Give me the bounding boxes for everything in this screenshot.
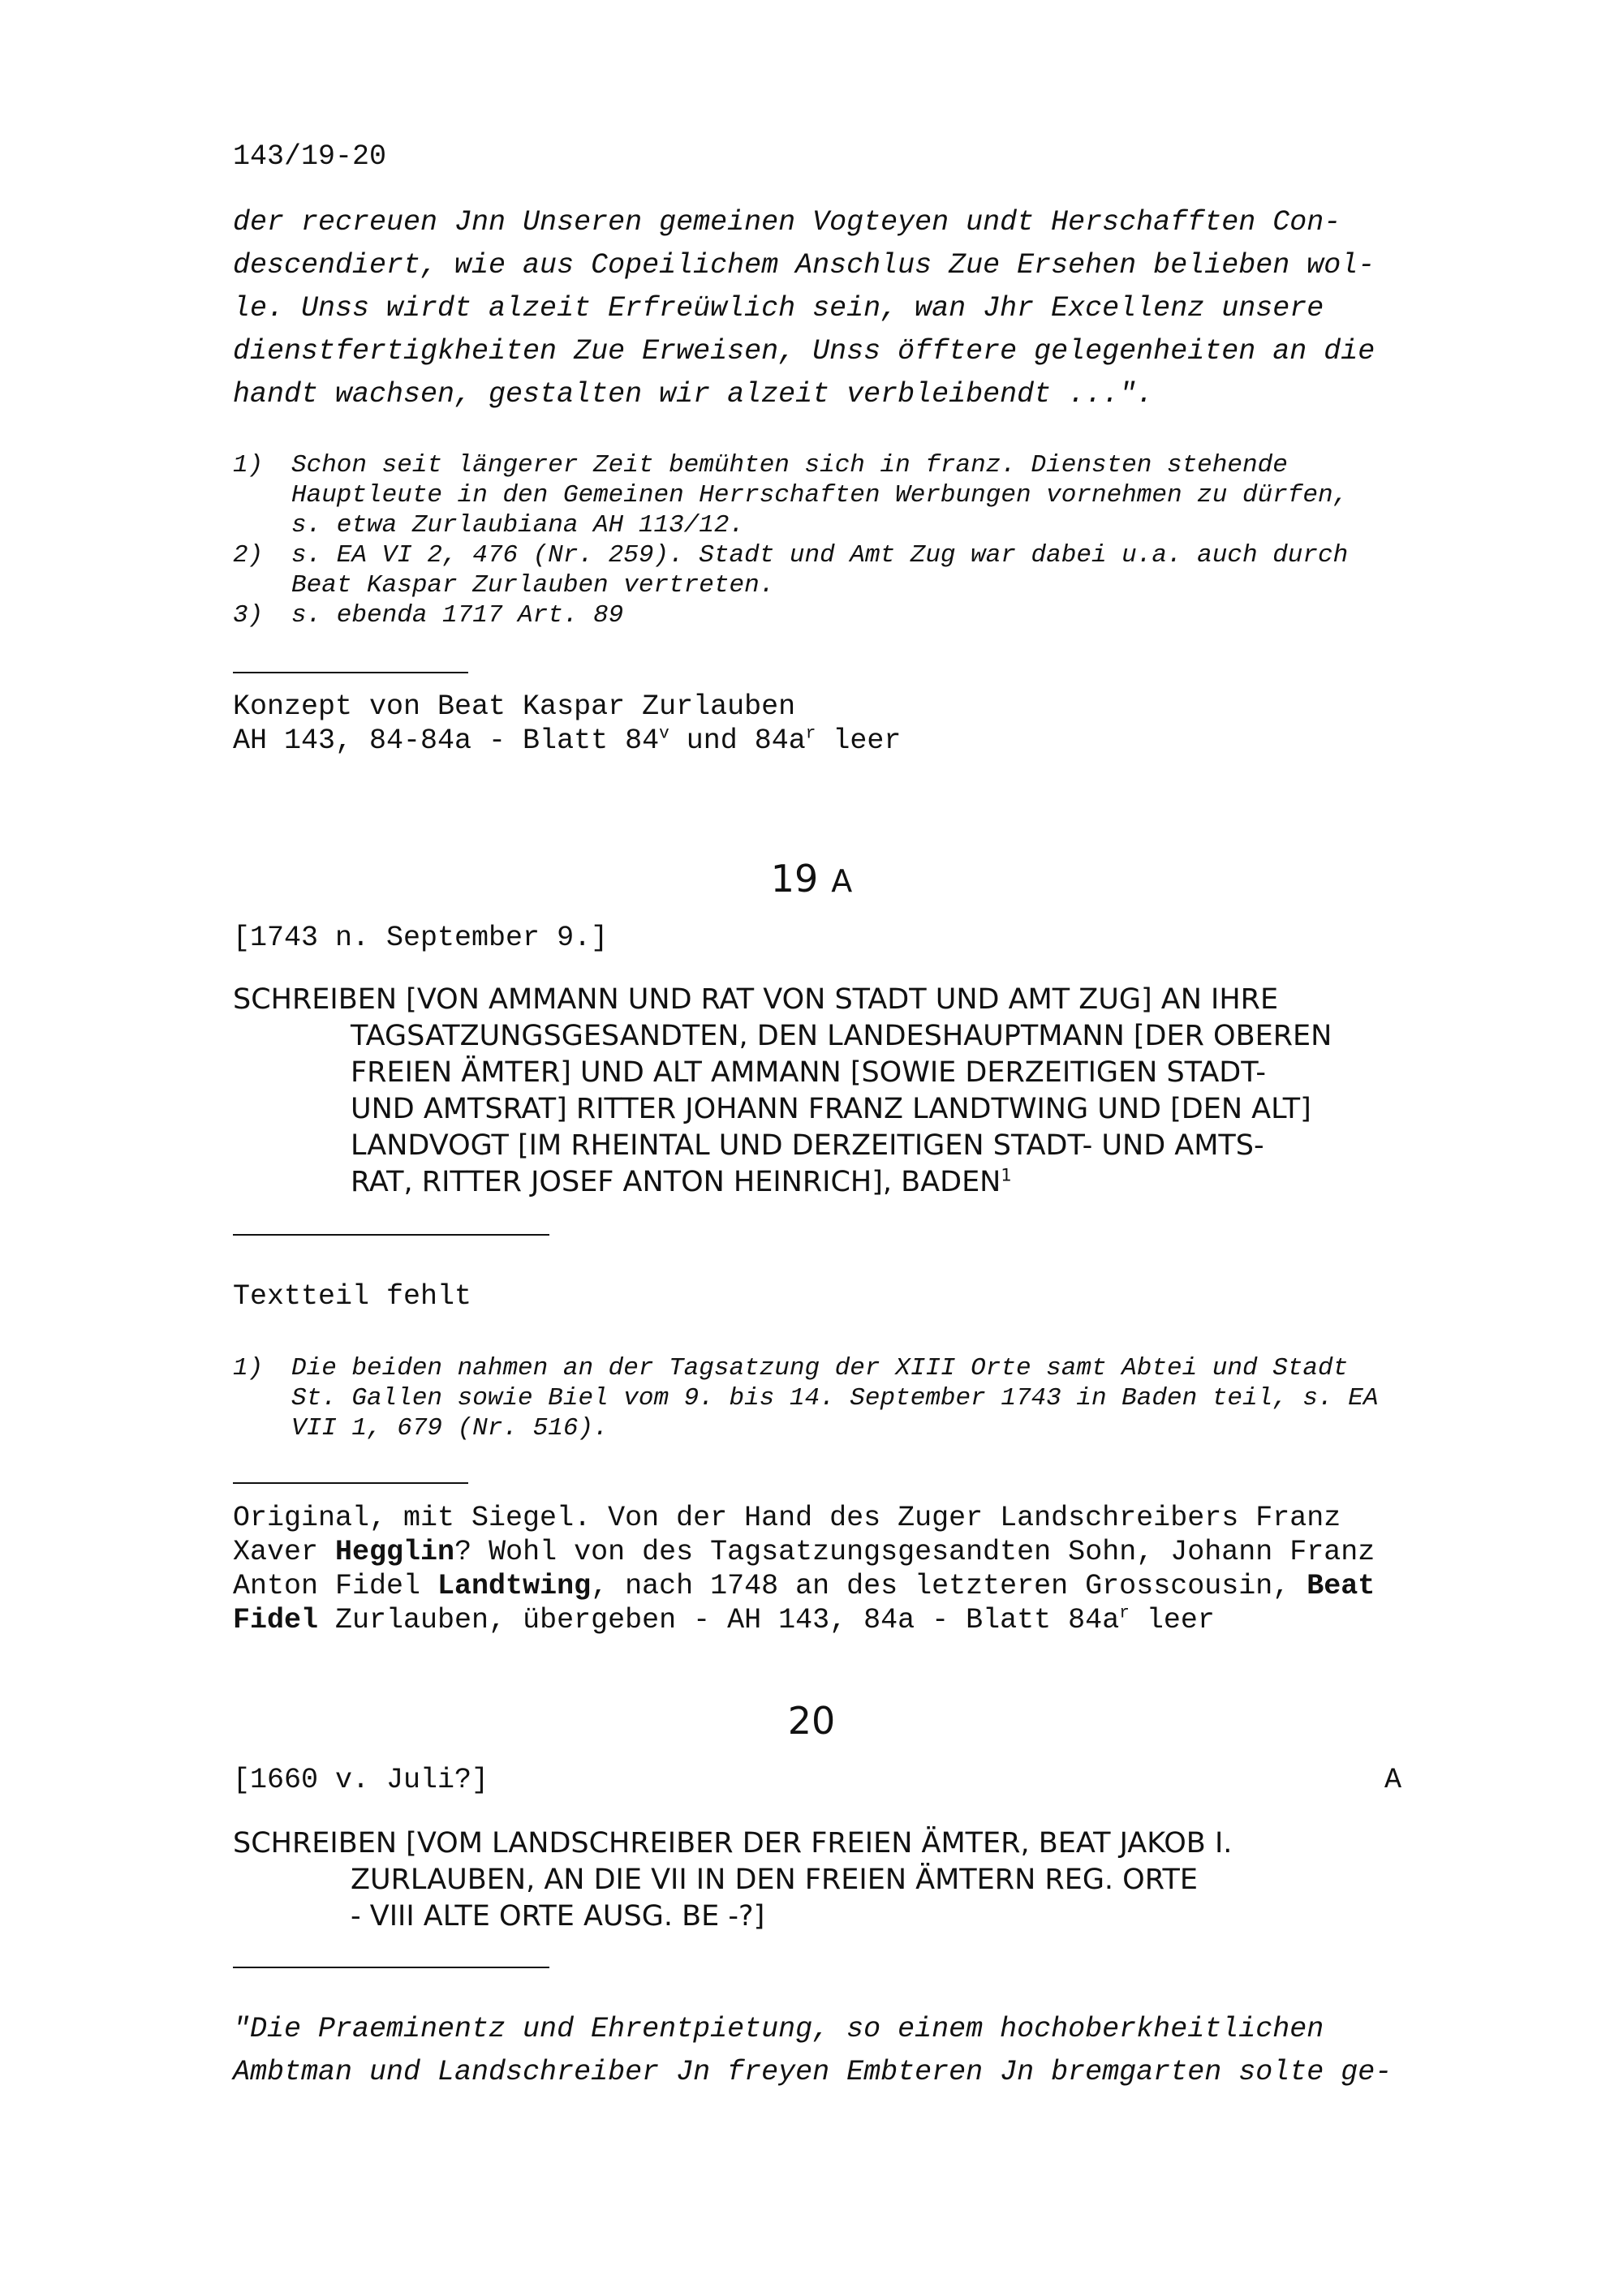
regest-line: ZURLAUBEN, AN DIE VII IN DEN FREIEN ÄMTERN REG. ORTE [351, 1864, 1199, 1896]
regest-line: FREIEN ÄMTER] UND ALT AMMANN [SOWIE DERZEITIGEN STADT- [351, 1056, 1267, 1089]
footnote [233, 600, 1499, 630]
text-line: Ambtman und Landschreiber Jn freyen Embteren Jn bremgarten solte ge- [233, 2056, 1393, 2088]
footnote-line: s. etwa Zurlaubiana AH 113/12. [291, 511, 745, 540]
text-line: descendiert, wie aus Copeilichem Anschlus Zue Ersehen belieben wol- [233, 249, 1375, 282]
document-date-20: [1660 v. Juli?] [233, 1764, 489, 1796]
regest-19 [233, 982, 1332, 1201]
source-line: AH 143, 84-84a - Blatt 84$^v$ und $84a^r$ leer [233, 724, 902, 757]
regest-20 [233, 1825, 1232, 1935]
page-header: 143/19-20 [233, 140, 387, 173]
document-number-19 [0, 856, 1623, 904]
source-note-18 [233, 690, 1515, 758]
document-text-20 [233, 2008, 1499, 2094]
document-date-19: [1743 n. September 9.] [233, 922, 609, 954]
regest-line: - VIII ALTE ORTE AUSG. BE -?] [351, 1900, 765, 1933]
document-number: 19 [770, 857, 819, 901]
footnote-line: Schon seit längerer Zeit bemühten sich in franz. Diensten stehende [291, 451, 1288, 479]
text-line: der recreuen Jnn Unseren gemeinen Vogteyen undt Herschafften Con- [233, 206, 1341, 239]
footnote-line: St. Gallen sowie Biel vom 9. bis 14. September 1743 in Baden teil, s. EA [291, 1384, 1379, 1412]
source-note-19 [233, 1501, 1515, 1637]
footnotes-18 [233, 450, 1499, 630]
footnote-line: s. EA VI 2, 476 (Nr. 259). Stadt und Amt Zug war dabei u.a. auch durch [291, 541, 1349, 570]
text-line: le. Unss wirdt alzeit Erfreüwlich sein, wan Jhr Excellenz unsere [233, 292, 1324, 325]
footnote-number: 1) [233, 1354, 264, 1382]
regest-line: SCHREIBEN [VOM LANDSCHREIBER DER FREIEN ÄMTER, BEAT JAKOB I. [233, 1827, 1233, 1860]
footnote-line: s. ebenda 1717 Art. 89 [291, 601, 624, 630]
regest-line: UND AMTSRAT] RITTER JOHANN FRANZ LANDTWING UND [DEN ALT] [351, 1093, 1311, 1125]
regest-line: RAT, RITTER JOSEF ANTON HEINRICH], BADEN$^1$ [351, 1165, 1012, 1198]
source-line: Xaver Hegglin? Wohl von des Tagsatzungsgesandten Sohn, Johann Franz [233, 1536, 1375, 1568]
text-missing-note: Textteil fehlt [233, 1280, 472, 1313]
footnote [233, 450, 1499, 540]
footnote-line: VII 1, 679 (Nr. 516). [291, 1414, 609, 1443]
source-line: Fidel Zurlauben, übergeben - AH 143, 84a - Blatt $84a^r$ leer [233, 1604, 1215, 1636]
source-line: Konzept von Beat Kaspar Zurlauben [233, 690, 796, 723]
footnote-number: 2) [233, 541, 264, 570]
text-line: handt wachsen, gestalten wir alzeit verbleibendt ...". [233, 378, 1154, 411]
footnote-number: 3) [233, 601, 264, 630]
footnote [233, 540, 1499, 600]
footnote-number: 1) [233, 451, 264, 479]
regest-line: TAGSATZUNGSGESANDTEN, DEN LANDESHAUPTMANN [DER OBEREN [351, 1020, 1332, 1052]
divider [233, 1234, 549, 1236]
regest-line: LANDVOGT [IM RHEINTAL UND DERZEITIGEN STADT- UND AMTS- [351, 1129, 1264, 1162]
divider [233, 672, 468, 673]
regest-line: SCHREIBEN [VON AMMANN UND RAT VON STADT UND AMT ZUG] AN IHRE [233, 983, 1279, 1016]
source-line: Original, mit Siegel. Von der Hand des Zuger Landschreibers Franz [233, 1502, 1341, 1534]
footnote [233, 1353, 1499, 1443]
document-number-20: 20 [787, 1699, 836, 1743]
divider [233, 1482, 468, 1484]
divider [233, 1967, 549, 1968]
footnotes-19 [233, 1353, 1499, 1443]
document-letter: A [831, 863, 853, 899]
footnote-line: Hauptleute in den Gemeinen Herrschaften Werbungen vornehmen zu dürfen, [291, 481, 1349, 510]
document-letter-20: A [1384, 1764, 1402, 1796]
intro-text [233, 201, 1499, 416]
source-line: Anton Fidel Landtwing, nach 1748 an des letzteren Grosscousin, Beat [233, 1570, 1375, 1602]
text-line: "Die Praeminentz und Ehrentpietung, so einem hochoberkheitlichen [233, 2013, 1324, 2045]
footnote-line: Die beiden nahmen an der Tagsatzung der XIII Orte samt Abtei und Stadt [291, 1354, 1349, 1382]
footnote-line: Beat Kaspar Zurlauben vertreten. [291, 571, 775, 600]
text-line: dienstfertigkheiten Zue Erweisen, Unss öfftere gelegenheiten an die [233, 335, 1375, 368]
